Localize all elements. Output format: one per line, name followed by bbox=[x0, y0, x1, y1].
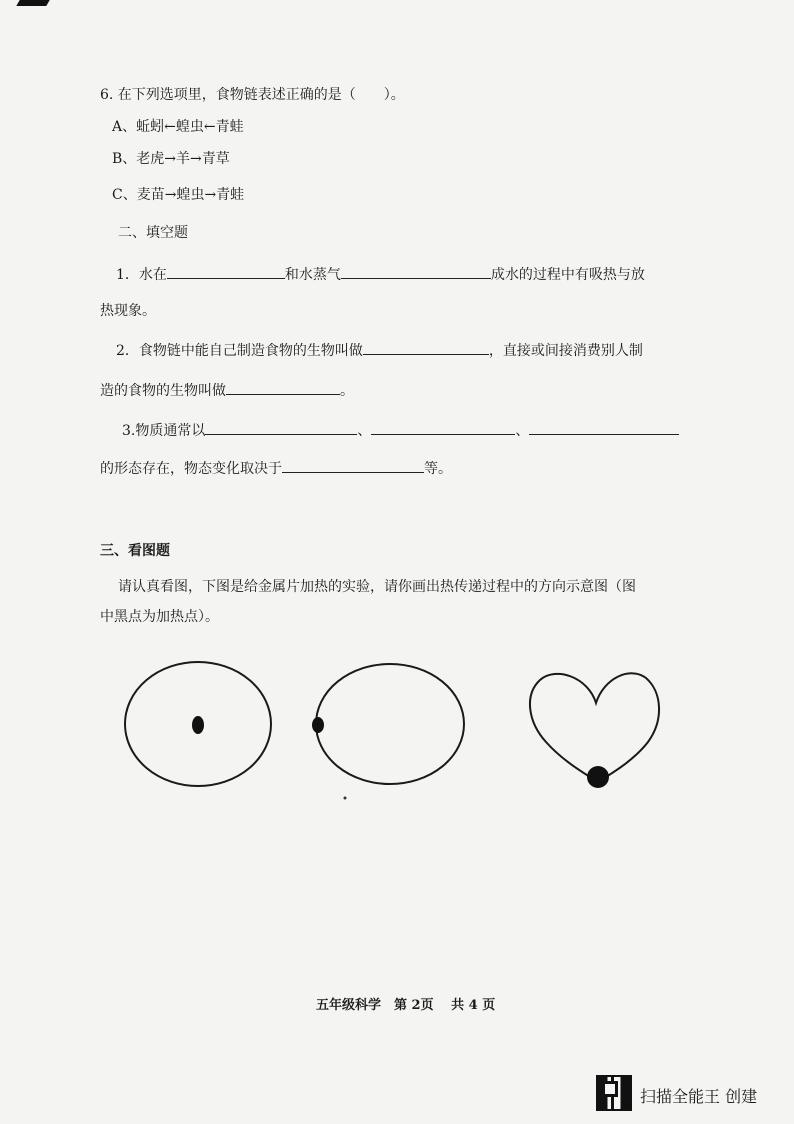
fill-q1-text-c: 成水的过程中有吸热与放 bbox=[490, 267, 645, 283]
fill-q3-text-a: 3.物质通常以 bbox=[122, 423, 206, 439]
fill-q2-text-a: 2．食物链中能自己制造食物的生物叫做 bbox=[116, 343, 363, 359]
heating-point-edge bbox=[312, 717, 324, 733]
metal-plate-heart bbox=[530, 673, 659, 788]
section-3-heading: 三、看图题 bbox=[100, 543, 170, 559]
metal-plate-oval-2 bbox=[312, 664, 464, 784]
heating-point-center bbox=[192, 716, 204, 734]
qr-code-icon bbox=[596, 1075, 632, 1111]
heating-point-bottom bbox=[587, 766, 609, 788]
fill-q1-text-a: 1．水在 bbox=[116, 267, 167, 283]
scanner-watermark: 扫描全能王 创建 bbox=[640, 1087, 758, 1106]
metal-plate-oval-1 bbox=[125, 662, 271, 786]
fill-q2-text-c: 造的食物的生物叫做 bbox=[100, 383, 226, 399]
fill-q2-text-b: ，直接或间接消费别人制 bbox=[488, 343, 643, 359]
fill-q1-line2: 热现象。 bbox=[100, 303, 156, 319]
question-6-stem: 6. 在下列选项里，食物链表述正确的是（ ）。 bbox=[100, 87, 405, 103]
fill-q3-text-c: 等。 bbox=[424, 461, 452, 477]
fill-q1-text-b: 和水蒸气 bbox=[284, 267, 341, 283]
option-c: C、麦苗→蝗虫→青蛙 bbox=[112, 187, 245, 203]
fill-q3-sep-1: 、 bbox=[357, 423, 372, 439]
fill-q2-text-d: 。 bbox=[340, 383, 354, 399]
section-3-instruction-2: 中黑点为加热点）。 bbox=[100, 609, 219, 625]
section-3-instruction-1: 请认真看图，下图是给金属片加热的实验，请你画出热传递过程中的方向示意图（图 bbox=[118, 579, 636, 595]
option-b: B、老虎→羊→青草 bbox=[112, 151, 230, 167]
page-footer: 五年级科学 第 2页 共 4 页 bbox=[316, 998, 496, 1013]
section-2-heading: 二、填空题 bbox=[118, 225, 188, 241]
fill-q3-text-b: 的形态存在，物态变化取决于 bbox=[100, 461, 282, 477]
fill-q3-sep-2: 、 bbox=[515, 423, 530, 439]
option-a: A、蚯蚓←蝗虫←青蛙 bbox=[112, 119, 244, 135]
